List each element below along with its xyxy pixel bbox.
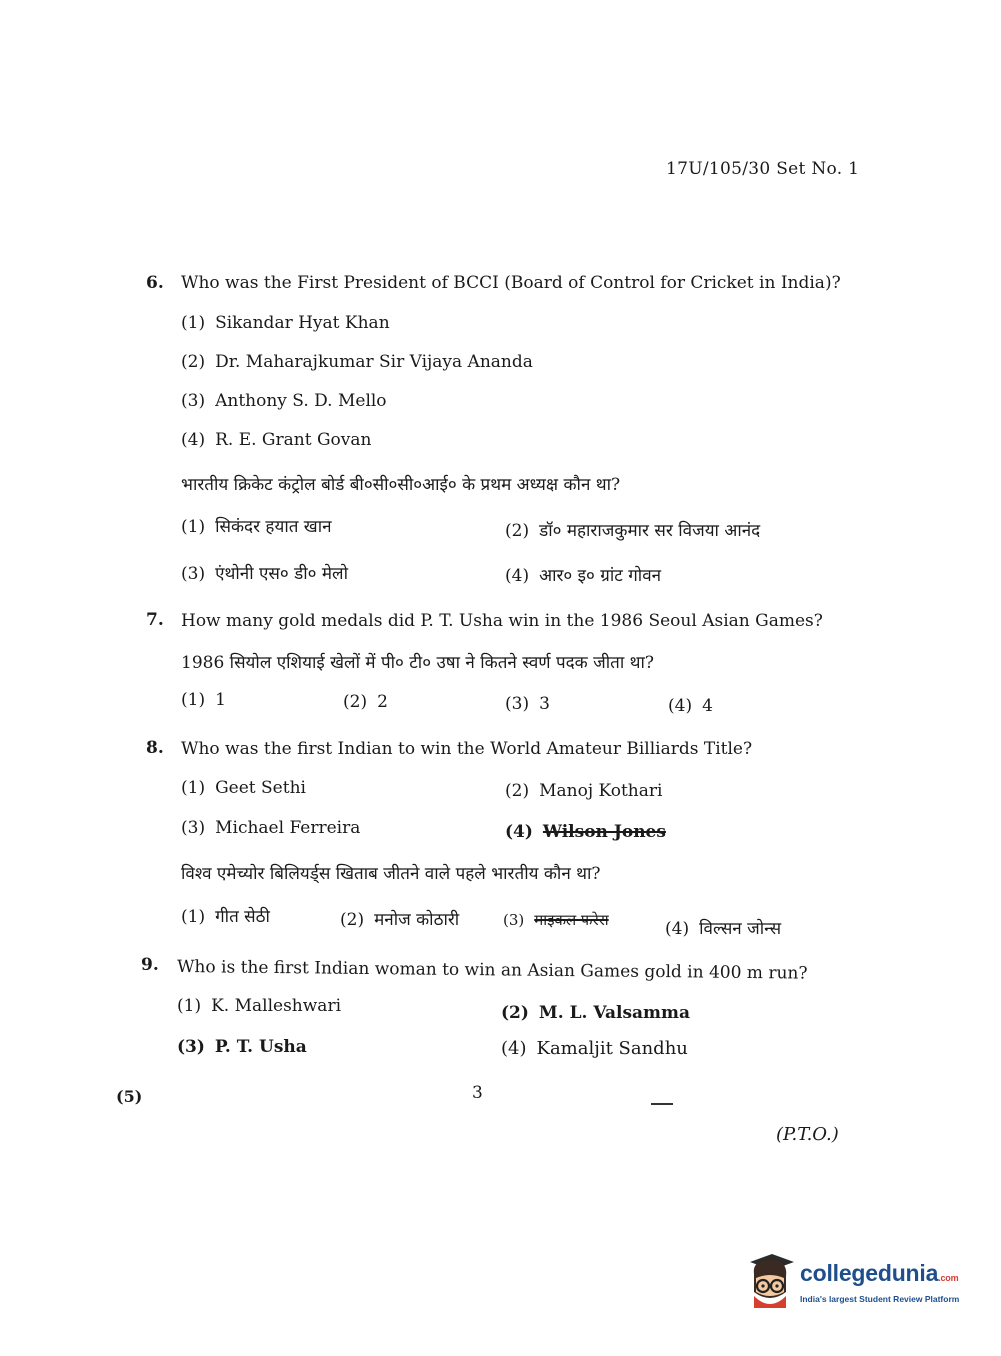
question-text-hindi: भारतीय क्रिकेट कंट्रोल बोर्ड बी०सी०सी०आई० के प्रथम अध्यक्ष कौन था? (181, 475, 621, 495)
option: (1) 1 (181, 690, 226, 710)
logo-wordmark: collegedunia.com (800, 1260, 959, 1286)
option: (1) Geet Sethi (181, 778, 306, 798)
page-code: (5) (116, 1087, 143, 1106)
option: (1) Sikandar Hyat Khan (181, 313, 390, 333)
page-number: 3 (472, 1083, 483, 1103)
option: (4) 4 (668, 696, 713, 716)
option: (4) R. E. Grant Govan (181, 430, 372, 450)
option-hindi: (2) मनोज कोठारी (340, 910, 460, 930)
collegedunia-logo (742, 1252, 970, 1316)
dash-mark (651, 1103, 673, 1105)
option: (2) 2 (343, 692, 388, 712)
option-hindi: (1) गीत सेठी (181, 907, 270, 927)
question-text: Who was the First President of BCCI (Board of Control for Cricket in India)? (181, 273, 841, 293)
option: (3) Michael Ferreira (181, 818, 361, 838)
option: (3) Anthony S. D. Mello (181, 391, 387, 411)
option-hindi: (4) आर० इ० ग्रांट गोवन (505, 566, 662, 586)
question-text-hindi: विश्व एमेच्योर बिलियर्ड्स खिताब जीतने वाले पहले भारतीय कौन था? (181, 864, 601, 884)
option: (2) Manoj Kothari (505, 781, 663, 801)
question-text: Who is the first Indian woman to win an Asian Games gold in 400 m run? (176, 957, 808, 984)
question-text: How many gold medals did P. T. Usha win in the 1986 Seoul Asian Games? (181, 611, 823, 631)
option: (4) Kamaljit Sandhu (501, 1038, 688, 1059)
logo-tagline: India's largest Student Review Platform (800, 1294, 960, 1304)
option: (4) Wilson Jones (505, 822, 666, 842)
question-number: 7. (146, 610, 164, 630)
option: (1) K. Malleshwari (177, 996, 342, 1016)
option-hindi: (3) माइकल फरेरा (503, 911, 609, 929)
mascot-icon (742, 1252, 798, 1312)
pto-label: (P.T.O.) (776, 1124, 839, 1145)
question-text-hindi: 1986 सियोल एशियाई खेलों में पी० टी० उषा ने कितने स्वर्ण पदक जीता था? (181, 653, 655, 673)
option-hindi: (4) विल्सन जोन्स (665, 919, 782, 939)
question-number: 8. (146, 738, 164, 758)
question-text: Who was the first Indian to win the World Amateur Billiards Title? (181, 739, 753, 759)
option: (3) P. T. Usha (177, 1037, 307, 1057)
question-number: 9. (141, 955, 159, 975)
set-number: 17U/105/30 Set No. 1 (666, 159, 860, 179)
option-hindi: (1) सिकंदर हयात खान (181, 517, 332, 537)
question-number: 6. (146, 273, 164, 293)
option: (3) 3 (505, 694, 550, 714)
option-hindi: (3) एंथोनी एस० डी० मेलो (181, 564, 348, 584)
option: (2) Dr. Maharajkumar Sir Vijaya Ananda (181, 352, 533, 372)
option: (2) M. L. Valsamma (501, 1003, 691, 1023)
option-hindi: (2) डॉ० महाराजकुमार सर विजया आनंद (505, 521, 761, 541)
